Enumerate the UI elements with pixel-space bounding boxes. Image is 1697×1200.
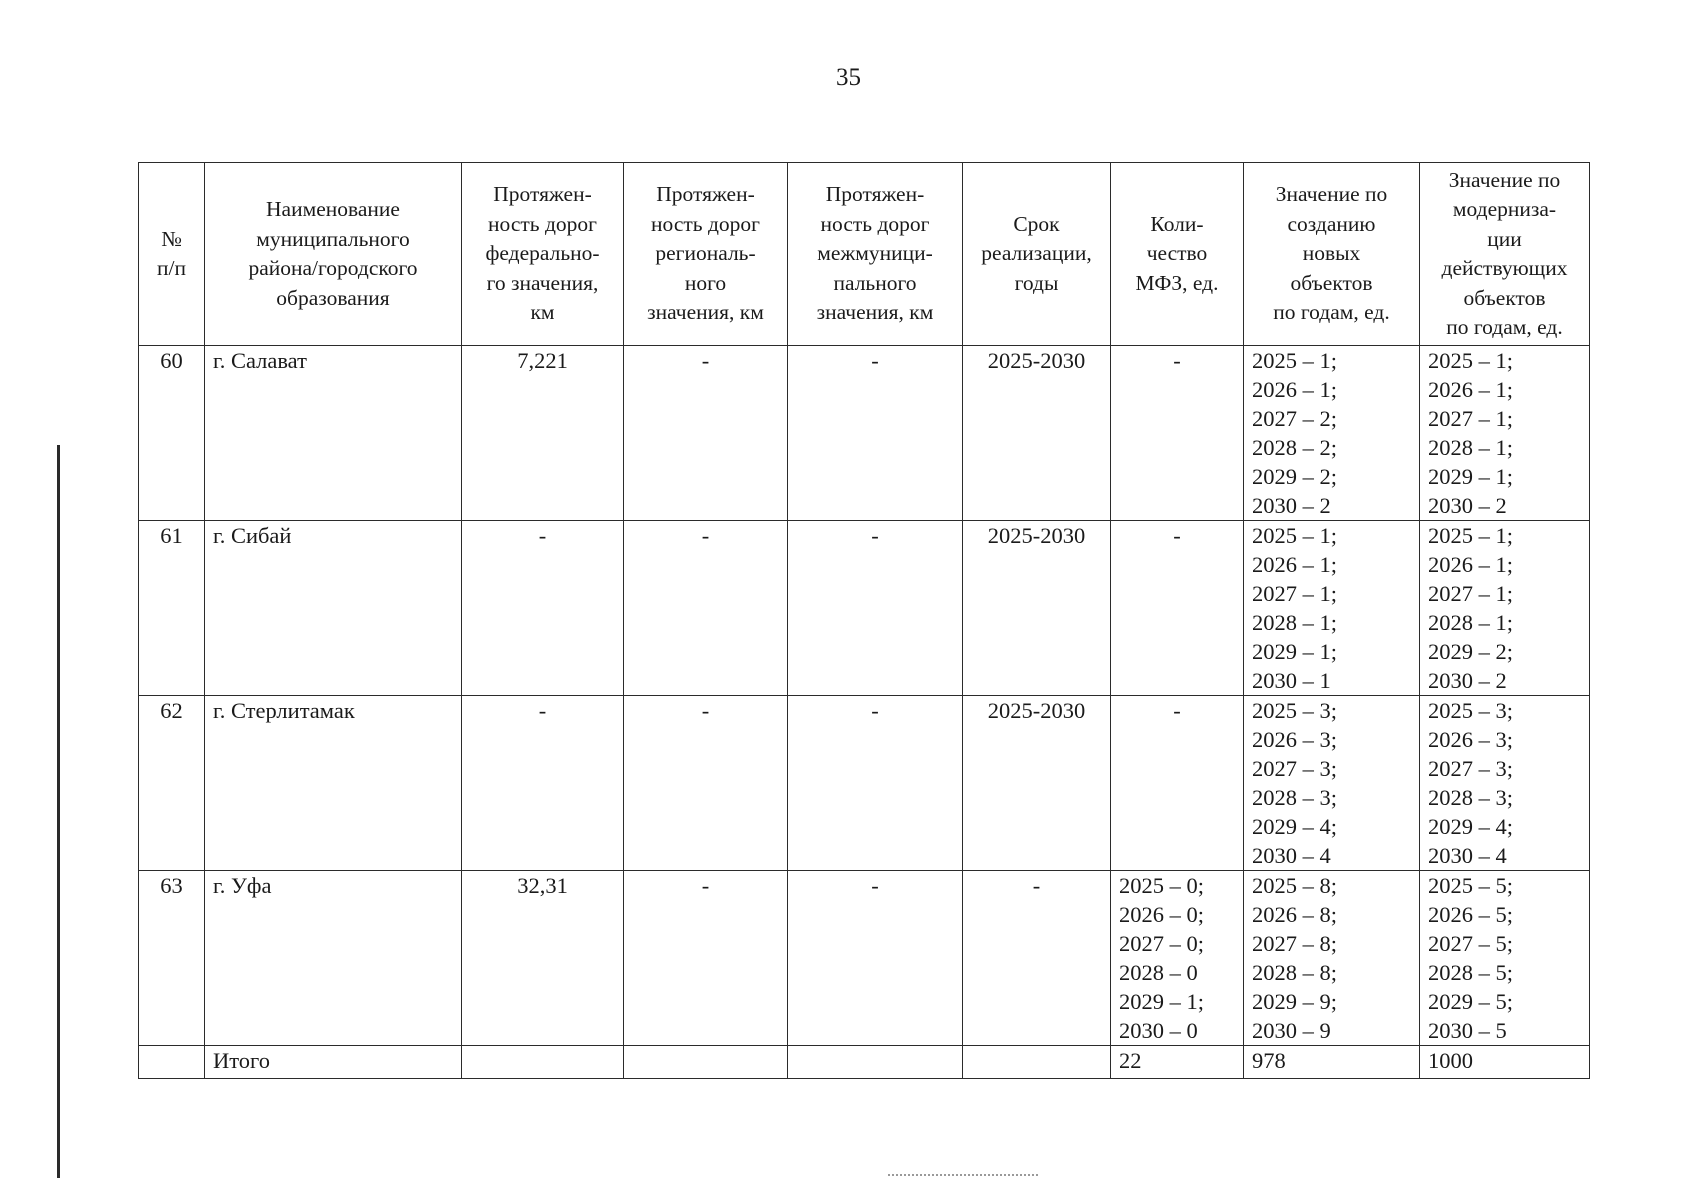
scan-artifact-line [888,1174,1038,1176]
total-label: Итого [205,1046,462,1079]
cell-modernization [1420,696,1590,871]
cell-mfz: - [1111,346,1244,521]
cell-federal: - [462,696,624,871]
new-objects-values: 2025 – 1; 2026 – 1; 2027 – 1; 2028 – 1; 2029 – 1; 2030 – 1 [1252,523,1338,693]
cell-regional: - [624,871,788,1046]
cell-num: 61 [139,521,205,696]
scan-margin-line [57,445,60,1178]
modernization-values: 2025 – 5; 2026 – 5; 2027 – 5; 2028 – 5; 2029 – 5; 2030 – 5 [1428,873,1514,1043]
total-intermunicipal-cell [788,1046,963,1079]
cell-modernization [1420,521,1590,696]
table-row [139,521,1590,696]
header-intermunicipal: Протяжен- ность дорог межмуници- пального значения, км [788,163,963,346]
cell-intermunicipal: - [788,696,963,871]
header-federal: Протяжен- ность дорог федерально- го значения, км [462,163,624,346]
cell-modernization [1420,871,1590,1046]
total-federal-cell [462,1046,624,1079]
header-modernization: Значение по модерниза- ции действующих объектов по годам, ед. [1420,163,1590,346]
cell-num: 62 [139,696,205,871]
header-num: № п/п [139,163,205,346]
total-period-cell [963,1046,1111,1079]
header-name: Наименование муниципального района/городского образования [205,163,462,346]
total-mfz: 22 [1111,1046,1244,1079]
header-mfz: Коли- чество МФЗ, ед. [1111,163,1244,346]
cell-intermunicipal: - [788,871,963,1046]
cell-regional: - [624,521,788,696]
cell-name: г. Сибай [205,521,462,696]
new-objects-values: 2025 – 8; 2026 – 8; 2027 – 8; 2028 – 8; 2029 – 9; 2030 – 9 [1252,873,1338,1043]
cell-federal: 7,221 [462,346,624,521]
cell-intermunicipal: - [788,521,963,696]
data-table [138,162,1590,1079]
header-period: Срок реализации, годы [963,163,1111,346]
cell-period: 2025-2030 [963,346,1111,521]
cell-name: г. Стерлитамак [205,696,462,871]
table-row [139,346,1590,521]
cell-mfz: - [1111,696,1244,871]
total-modernization: 1000 [1420,1046,1590,1079]
cell-regional: - [624,696,788,871]
new-objects-values: 2025 – 1; 2026 – 1; 2027 – 2; 2028 – 2; 2029 – 2; 2030 – 2 [1252,348,1338,518]
table-row [139,696,1590,871]
cell-period: 2025-2030 [963,696,1111,871]
total-row [139,1046,1590,1079]
total-num-cell [139,1046,205,1079]
cell-regional: - [624,346,788,521]
cell-new-objects [1244,871,1420,1046]
cell-new-objects [1244,696,1420,871]
header-row [139,163,1590,346]
modernization-values: 2025 – 1; 2026 – 1; 2027 – 1; 2028 – 1; 2029 – 1; 2030 – 2 [1428,348,1514,518]
cell-num: 63 [139,871,205,1046]
cell-period: - [963,871,1111,1046]
header-new-objects: Значение по созданию новых объектов по годам, ед. [1244,163,1420,346]
cell-modernization [1420,346,1590,521]
cell-new-objects [1244,521,1420,696]
cell-intermunicipal: - [788,346,963,521]
total-regional-cell [624,1046,788,1079]
mfz-values: 2025 – 0; 2026 – 0; 2027 – 0; 2028 – 0 2029 – 1; 2030 – 0 [1119,873,1205,1043]
modernization-values: 2025 – 3; 2026 – 3; 2027 – 3; 2028 – 3; 2029 – 4; 2030 – 4 [1428,698,1514,868]
cell-new-objects [1244,346,1420,521]
new-objects-values: 2025 – 3; 2026 – 3; 2027 – 3; 2028 – 3; 2029 – 4; 2030 – 4 [1252,698,1338,868]
cell-num: 60 [139,346,205,521]
cell-federal: 32,31 [462,871,624,1046]
cell-mfz [1111,871,1244,1046]
cell-federal: - [462,521,624,696]
page-number: 35 [836,64,861,91]
total-new-objects: 978 [1244,1046,1420,1079]
table-row [139,871,1590,1046]
modernization-values: 2025 – 1; 2026 – 1; 2027 – 1; 2028 – 1; 2029 – 2; 2030 – 2 [1428,523,1514,693]
cell-name: г. Салават [205,346,462,521]
header-regional: Протяжен- ность дорог региональ- ного значения, км [624,163,788,346]
cell-name: г. Уфа [205,871,462,1046]
cell-mfz: - [1111,521,1244,696]
cell-period: 2025-2030 [963,521,1111,696]
